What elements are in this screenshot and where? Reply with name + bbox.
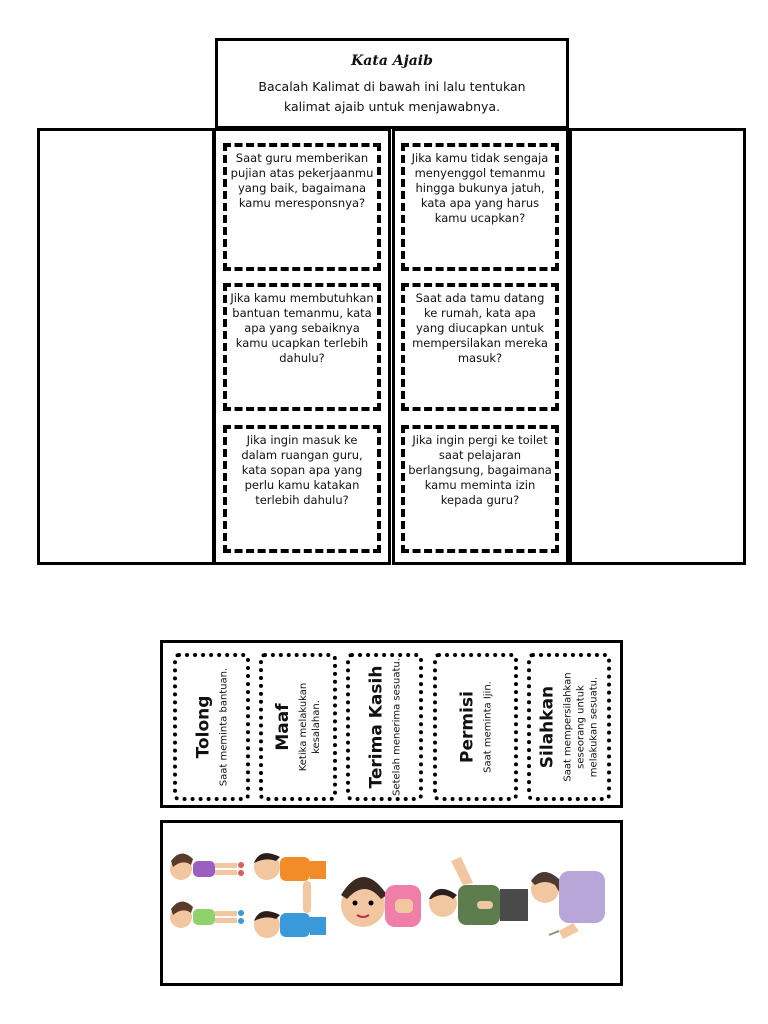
question-card <box>223 283 381 411</box>
magic-word: Tolong <box>193 695 213 759</box>
worksheet-instruction: Bacalah Kalimat di bawah ini lalu tentukan kalimat ajaib untuk menjawabnya. <box>258 79 526 114</box>
worksheet-header <box>215 38 569 129</box>
boy-waving-icon <box>429 857 528 925</box>
magic-word-card-terima-kasih <box>346 653 423 801</box>
question-card <box>401 283 559 411</box>
question-text: Saat ada tamu datang ke rumah, kata apa yang diucapkan untuk mempersilakan mereka masuk? <box>412 291 548 365</box>
magic-word-description: Setelah menerima sesuatu. <box>391 658 402 796</box>
apologizing-girl-icon <box>341 877 421 927</box>
question-text: Jika kamu membutuhkan bantuan temanmu, kata apa yang sebaiknya kamu ucapkan terlebih dahulu? <box>230 291 374 365</box>
illustrations-strip <box>160 820 623 986</box>
magic-word-description: Saat meminta Ijin. <box>482 681 493 773</box>
question-text: Jika ingin masuk ke dalam ruangan guru, kata sopan apa yang perlu kamu katakan terlebih dahulu? <box>241 433 363 507</box>
question-card <box>223 143 381 271</box>
magic-word: Permisi <box>457 691 477 763</box>
question-card <box>223 425 381 553</box>
magic-word-description: Saat mempersilahkan seseorang untuk melakukan sesuatu. <box>562 672 600 782</box>
magic-word-card-silahkan <box>527 653 611 801</box>
magic-word-card-tolong <box>173 653 250 801</box>
magic-word-card-permisi <box>433 653 518 801</box>
question-text: Jika ingin pergi ke toilet saat pelajaran berlangsung, bagaimana kamu meminta izin kepada guru? <box>408 433 552 507</box>
worksheet-title: Kata Ajaib <box>351 53 433 69</box>
right-flap-panel <box>569 128 746 565</box>
magic-word: Silahkan <box>537 685 558 769</box>
question-column-right <box>392 128 569 565</box>
question-card <box>401 143 559 271</box>
question-card <box>401 425 559 553</box>
magic-word-card-maaf <box>259 653 337 801</box>
question-column-left <box>213 128 391 565</box>
magic-word: Terima Kasih <box>366 665 386 789</box>
magic-words-strip <box>160 640 623 808</box>
left-flap-panel <box>37 128 215 565</box>
woman-gesturing-icon <box>531 871 605 939</box>
magic-word-description: Ketika melakukan kesalahan. <box>298 682 322 772</box>
question-text: Saat guru memberikan pujian atas pekerjaanmu yang baik, bagaimana kamu meresponsnya? <box>230 151 374 210</box>
question-text: Jika kamu tidak sengaja menyenggol temanmu hingga bukunya jatuh, kata apa yang harus kamu ucapkan? <box>411 151 549 225</box>
magic-word-description: Saat meminta bantuan. <box>218 667 229 787</box>
magic-word: Maaf <box>273 703 293 751</box>
illustrations-svg <box>163 823 620 983</box>
children-shaking-hands-icon <box>170 853 326 938</box>
